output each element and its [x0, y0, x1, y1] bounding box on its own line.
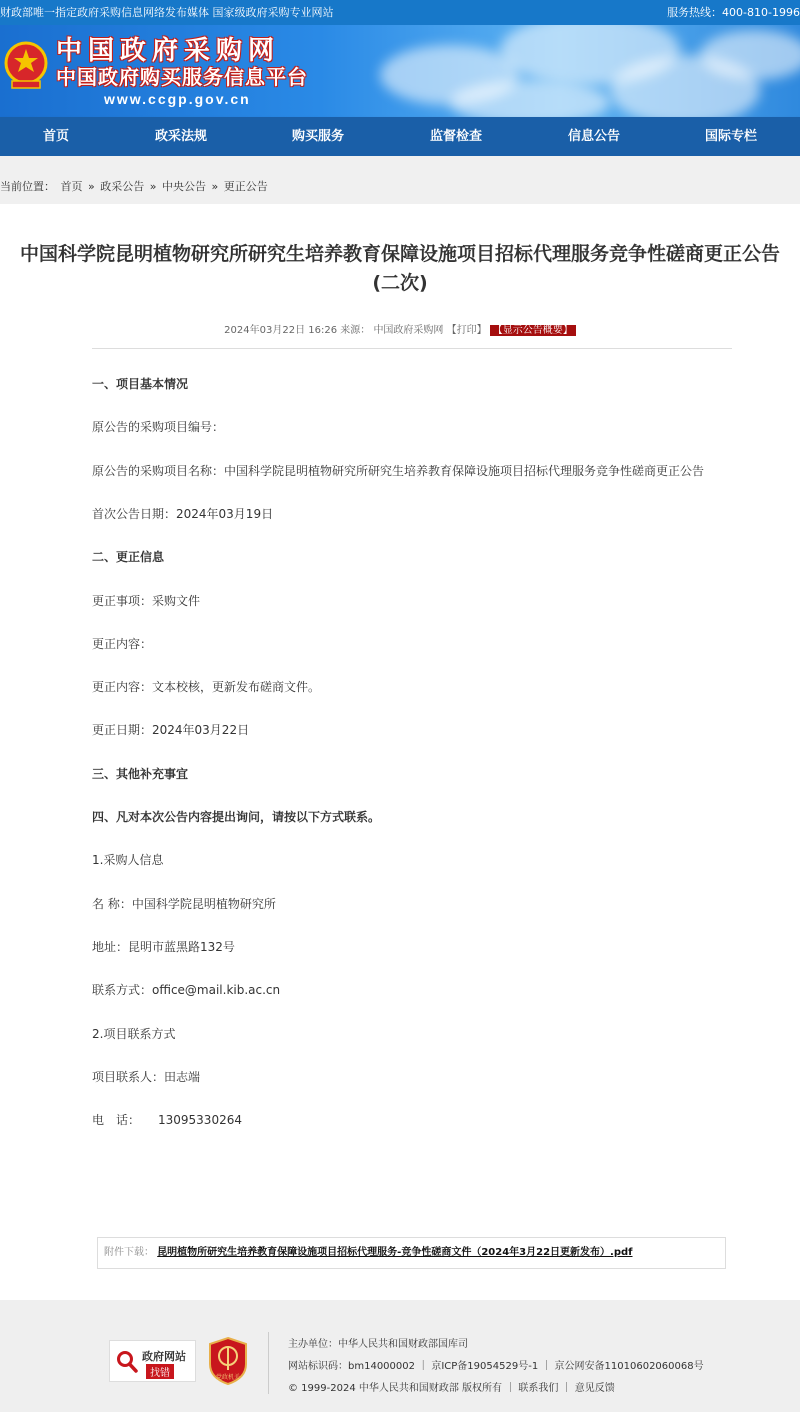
main-nav — [0, 117, 800, 156]
body-paragraph: 原公告的采购项目编号： — [92, 420, 225, 434]
site-logo-title[interactable]: 中国政府采购网 — [56, 36, 281, 66]
breadcrumb-label: 当前位置： — [0, 180, 55, 193]
gov-site-error-report-badge[interactable] — [109, 1340, 196, 1382]
party-gov-agency-label: 党政机关 — [215, 1374, 241, 1381]
body-paragraph: 首次公告日期：2024年03月19日 — [92, 507, 274, 521]
magnifier-icon — [116, 1350, 138, 1374]
section-heading: 二、更正信息 — [92, 550, 165, 564]
section-heading: 四、凡对本次公告内容提出询问，请按以下方式联系。 — [92, 810, 381, 824]
body-paragraph: 项目联系人：田志端 — [92, 1070, 201, 1084]
breadcrumb — [0, 178, 270, 194]
nav-item-home[interactable]: 首页 — [42, 129, 69, 144]
breadcrumb-bar — [0, 156, 800, 204]
national-emblem-icon — [4, 41, 48, 91]
attachment-label: 附件下载： — [104, 1247, 154, 1258]
article-date-source: 2024年03月22日 16:26 来源： — [224, 325, 371, 336]
body-paragraph: 名 称：中国科学院昆明植物研究所 — [92, 897, 276, 911]
footer-copyright: © 1999-2024 中华人民共和国财政部 版权所有 ｜ 联系我们 ｜ 意见反馈 — [288, 1383, 615, 1394]
breadcrumb-item-correction[interactable]: 更正公告 — [223, 180, 268, 193]
breadcrumb-separator: » — [211, 180, 219, 193]
body-paragraph: 电 话： 13095330264 — [92, 1113, 242, 1127]
body-paragraph: 联系方式：office@mail.kib.ac.cn — [92, 983, 281, 997]
body-paragraph: 原公告的采购项目名称：中国科学院昆明植物研究所研究生培养教育保障设施项目招标代理服务竞争性磋商更正公告 — [92, 464, 705, 478]
attachment-box — [97, 1237, 726, 1269]
breadcrumb-item-home[interactable]: 首页 — [60, 180, 83, 193]
badge-find-error-text: 找错 — [146, 1364, 174, 1379]
section-heading: 一、项目基本情况 — [92, 377, 189, 391]
page-title: 中国科学院昆明植物研究所研究生培养教育保障设施项目招标代理服务竞争性磋商更正公告(二次) — [19, 243, 780, 294]
nav-item-international[interactable]: 国际专栏 — [704, 129, 757, 144]
article-meta — [0, 321, 800, 336]
body-paragraph: 更正内容： — [92, 637, 153, 651]
breadcrumb-separator: » — [149, 180, 157, 193]
body-paragraph: 更正日期：2024年03月22日 — [92, 723, 250, 737]
site-footer — [0, 1300, 800, 1412]
body-paragraph: 1.采购人信息 — [92, 853, 164, 867]
nav-item-regulations[interactable]: 政采法规 — [154, 129, 207, 144]
nav-item-supervision[interactable]: 监督检查 — [429, 129, 482, 144]
site-url: www.ccgp.gov.cn — [104, 91, 251, 107]
body-paragraph: 2.项目联系方式 — [92, 1027, 176, 1041]
section-heading: 三、其他补充事宜 — [92, 767, 189, 781]
party-gov-agency-badge-icon[interactable] — [206, 1336, 250, 1386]
body-paragraph: 更正事项：采购文件 — [92, 594, 201, 608]
nav-item-purchase-service[interactable]: 购买服务 — [291, 129, 344, 144]
top-info-bar — [0, 0, 800, 25]
footer-identifier: 网站标识码：bm14000002 ｜ 京ICP备19054529号-1 ｜ 京公网安备11010602060068号 — [288, 1361, 704, 1372]
breadcrumb-separator: » — [88, 180, 95, 193]
footer-host: 主办单位：中华人民共和国财政部国库司 — [288, 1339, 468, 1350]
badge-gov-site-text: 政府网站 — [142, 1350, 186, 1363]
attachment-file-link[interactable]: 昆明植物所研究生培养教育保障设施项目招标代理服务-竞争性磋商文件（2024年3月22日更新发布）.pdf — [157, 1247, 633, 1258]
breadcrumb-item-notices[interactable]: 政采公告 — [100, 180, 145, 193]
site-logo-subtitle: 中国政府购买服务信息平台 — [56, 65, 308, 89]
article-source-link[interactable]: 中国政府采购网 — [373, 325, 444, 336]
footer-divider — [268, 1332, 269, 1394]
show-summary-button[interactable]: 【显示公告概要】 — [490, 325, 576, 336]
top-info-text: 财政部唯一指定政府采购信息网络发布媒体 国家级政府采购专业网站 — [0, 6, 334, 19]
nav-item-announcements[interactable]: 信息公告 — [567, 129, 620, 144]
body-paragraph: 更正内容：文本校核，更新发布磋商文件。 — [92, 680, 321, 694]
title-divider — [92, 348, 732, 349]
breadcrumb-item-central[interactable]: 中央公告 — [161, 180, 206, 193]
service-hotline: 服务热线：400-810-1996 — [667, 6, 800, 19]
body-paragraph: 地址：昆明市蓝黑路132号 — [92, 940, 235, 954]
print-link[interactable]: 【打印】 — [446, 325, 487, 336]
site-banner — [0, 25, 800, 117]
